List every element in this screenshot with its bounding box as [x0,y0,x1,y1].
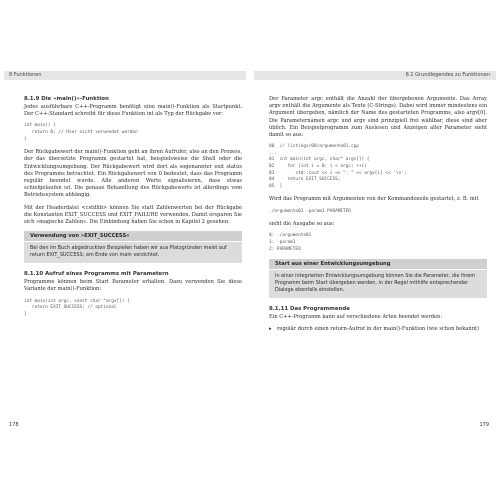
paragraph: Mit der Headerdatei <cstdlib> können Sie statt Zahlenwerten bei der Rückgabe die Konstanten EXIT_SUCCESS und EXIT_FAILURE verwenden. Damit ersparen Sie sich »magische Zahlen«. Die Einbindung haben Sie schon in Kapitel 2 gesehen. [24,204,242,226]
code-block: int main() { return 0; // Hier nicht verwendet werden } [24,123,138,142]
list-item-text: regulär durch einen return-Aufruf in der main()-Funktion (wie schon bekannt) [277,326,480,333]
page-number: 178 [9,422,19,428]
info-box-title: Verwendung von »EXIT_SUCCESS« [24,231,242,242]
list-item [269,326,487,333]
section-heading: 8.1.10 Aufruf eines Programms mit Parametern [24,271,169,278]
info-box [269,259,487,298]
page-number: 179 [479,422,489,428]
right-page [250,0,500,500]
running-head: 8.1 Grundlegendes zu Funktionen [254,71,496,80]
paragraph: sieht die Ausgabe so aus: [269,221,335,228]
info-box-title: Start aus einer Entwicklungsumgebung [269,259,487,270]
section-heading: 8.1.11 Das Programmende [269,306,350,313]
paragraph: Ein C++-Programm kann auf verschiedene Arten beendet werden: [269,314,443,321]
code-block: 0: ./argumente01 1: -param1 2: PARAMETER [269,233,312,252]
paragraph: Der Rückgabewert der main()-Funktion geht an ihren Aufrufer, also an den Prozess, der das übersetzte Programm gestartet hat, beispielsweise die Shell oder die Entwicklungsumgebung. Der Rückgabewert wird dort als sogenannter exit status des Programms betrachtet. Ein Rückgabewert von 0 bedeutet, dass das Programm regulär beendet wurde. Alle anderen Werte signalisieren, dass etwas schiefgelaufen ist. Die genaue Behandlung des Rückgabewerts ist allerdings vom Betriebssystem abhängig. [24,149,242,199]
running-head: 8 Funktionen [4,71,246,80]
page-content [24,96,242,324]
paragraph: Der Parameter argc enthält die Anzahl der übergebenen Argumente. Das Array argv enthält die Argumente als Texte (C-Strings). Dabei wird immer mindestens ein Argument übergeben, nämlich der Name des gestarteten Programms, also argv[0]. Die Parameternamen argc und argv sind prinzipiell frei wählbar, diese sind aber üblich. Ein Beispielprogramm zum Auslesen und Anzeigen aller Parameter sieht damit so aus: [269,96,487,139]
paragraph: Wird das Programm mit Argumenten von der Kommandozeile gestartet, z. B. mit [269,196,479,203]
code-block: 00 // listings/08/argumente01.cpp ... 01 int main(int argc, char* argv[]) { 02 for (int i = 0; i < argc; ++i) 03 std::cout << i << ": " << argv[i] << '\n'; 04 return EXIT_SUCCESS; 05 } [269,144,407,189]
section-heading: 8.1.9 Die »main()«-Funktion [24,96,109,102]
info-box [24,231,242,263]
paragraph: Programme können beim Start Parameter erhalten. Dazu verwenden Sie diese Variante der main()-Funktion: [24,279,242,293]
code-block: int main(int argc, const char *argv[]) { return EXIT_SUCCESS; // optional } [24,298,130,317]
code-block: ./argumente01 -param1 PARAMETER [269,208,351,214]
info-box-body: In einer integrierten Entwicklungsumgebung können Sie die Parameter, die Ihrem Programm beim Start übergeben werden, in der Regel mithilfe entsprechender Dialoge ebenfalls einstellen. [275,273,476,294]
triangle-bullet-icon: ▸ [269,326,272,333]
paragraph: Jedes ausführbare C++-Programm benötigt eine main()-Funktion als Startpunkt. Der C++-Standard schreibt für diese Funktion int als Typ der Rückgabe vor: [24,104,242,118]
page-content [269,96,487,334]
info-box-body: Bei den im Buch abgedruckten Beispielen haben wir aus Platzgründen meist auf return EXIT_SUCCESS; am Ende von main verzichtet. [30,245,227,259]
